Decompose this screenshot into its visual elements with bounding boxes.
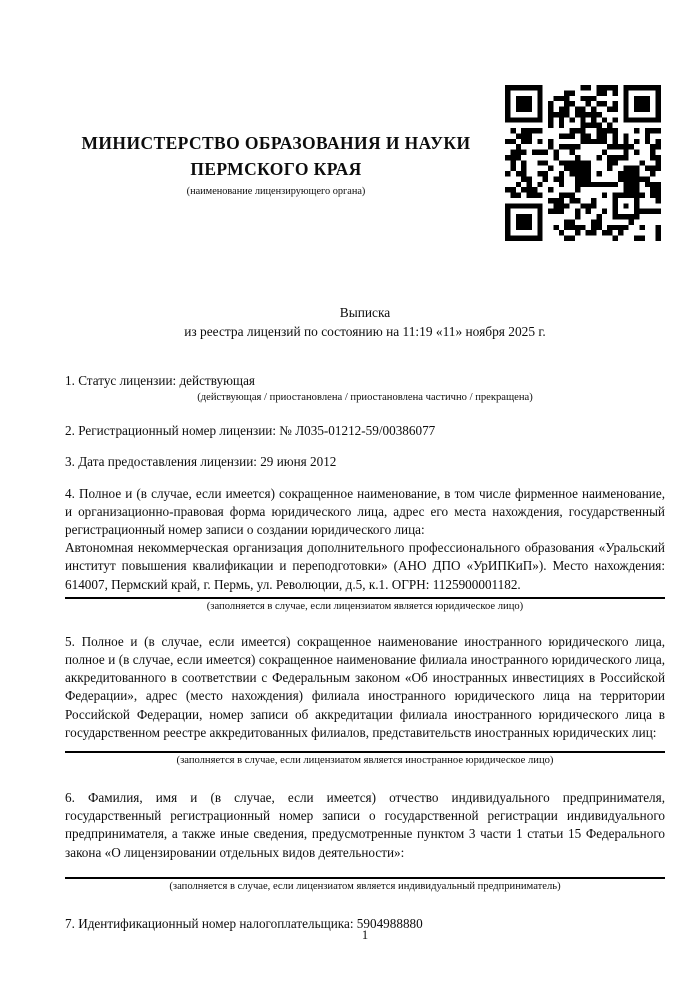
document-body	[65, 303, 665, 933]
item-5-foreign-entity-question: 5. Полное и (в случае, если имеется) сокращенное наименование иностранного юридического лица, полное и (в случае, если имеется) сокращенное наименование филиала иностранного юридического лица, аккредитованного в соответствии с Федеральным законом «Об иностранных инвестициях в Российской Федерации», адрес (место нахождения) филиала иностранного юридического лица на территории Российской Федерации, номер записи об аккредитации филиала иностранного юридического лица в государственном реестре аккредитованных филиалов, представительств иностранных юридических лиц:	[65, 633, 665, 740]
ministry-note: (наименование лицензирующего органа)	[186, 186, 366, 197]
item-5-fill-line	[65, 751, 665, 753]
licensing-authority-header	[60, 130, 492, 198]
item-5-note: (заполняется в случае, если лицензиатом является иностранное юридическое лицо)	[176, 755, 554, 767]
item-2-registration-number: 2. Регистрационный номер лицензии: № Л035-01212-59/00386077	[65, 423, 436, 439]
item-3-grant-date: 3. Дата предоставления лицензии: 29 июня 2012	[65, 454, 337, 470]
item-6-note: (заполняется в случае, если лицензиатом является индивидуальный предприниматель)	[169, 880, 561, 892]
document-title	[65, 303, 665, 341]
item-4-fill-line	[65, 597, 665, 599]
item-6-fill-line	[65, 877, 665, 879]
item-4-legal-entity-question: 4. Полное и (в случае, если имеется) сокращенное наименование, в том числе фирменное наименование, и организационно-правовая форма юридического лица, адрес его места нахождения, государственный регистрационный номер записи о создании юридического лица:	[65, 485, 665, 538]
item-4-note: (заполняется в случае, если лицензиатом является юридическое лицо)	[206, 600, 524, 612]
item-1-license-status: 1. Статус лицензии: действующая	[65, 373, 256, 388]
item-6-entrepreneur-question: 6. Фамилия, имя и (в случае, если имеется) отчество индивидуального предпринимателя, государственный регистрационный номер записи о государственной регистрации индивидуального предпринимателя, а также иные сведения, предусмотренные пунктом 3 части 1 статьи 15 Федерального закона «О лицензировании отдельных видов деятельности»:	[65, 790, 665, 860]
item-1-note: (действующая / приостановлена / приостановлена частично / прекращена)	[197, 392, 533, 404]
item-7-taxpayer-id: 7. Идентификационный номер налогоплательщика: 5904988880	[65, 915, 423, 931]
ministry-name-line2: ПЕРМСКОГО КРАЯ	[190, 159, 362, 179]
document-title-line1: Выписка	[339, 305, 391, 320]
document-title-line2: из реестра лицензий по состоянию на 11:19 «11» ноября 2025 г.	[184, 324, 546, 339]
page-number: 1	[361, 928, 369, 942]
item-4-legal-entity-value: Автономная некоммерческая организация дополнительного профессионального образования «Уральский институт повышения квалификации и переподготовки» (АНО ДПО «УрИПКиП»). Место нахождения: 614007, Пермский край, г. Пермь, ул. Революции, д.5, к.1. ОГРН: 1125900001182.	[65, 540, 665, 592]
ministry-name-line1: МИНИСТЕРСТВО ОБРАЗОВАНИЯ И НАУКИ	[81, 133, 471, 153]
qr-code-icon	[505, 85, 661, 241]
